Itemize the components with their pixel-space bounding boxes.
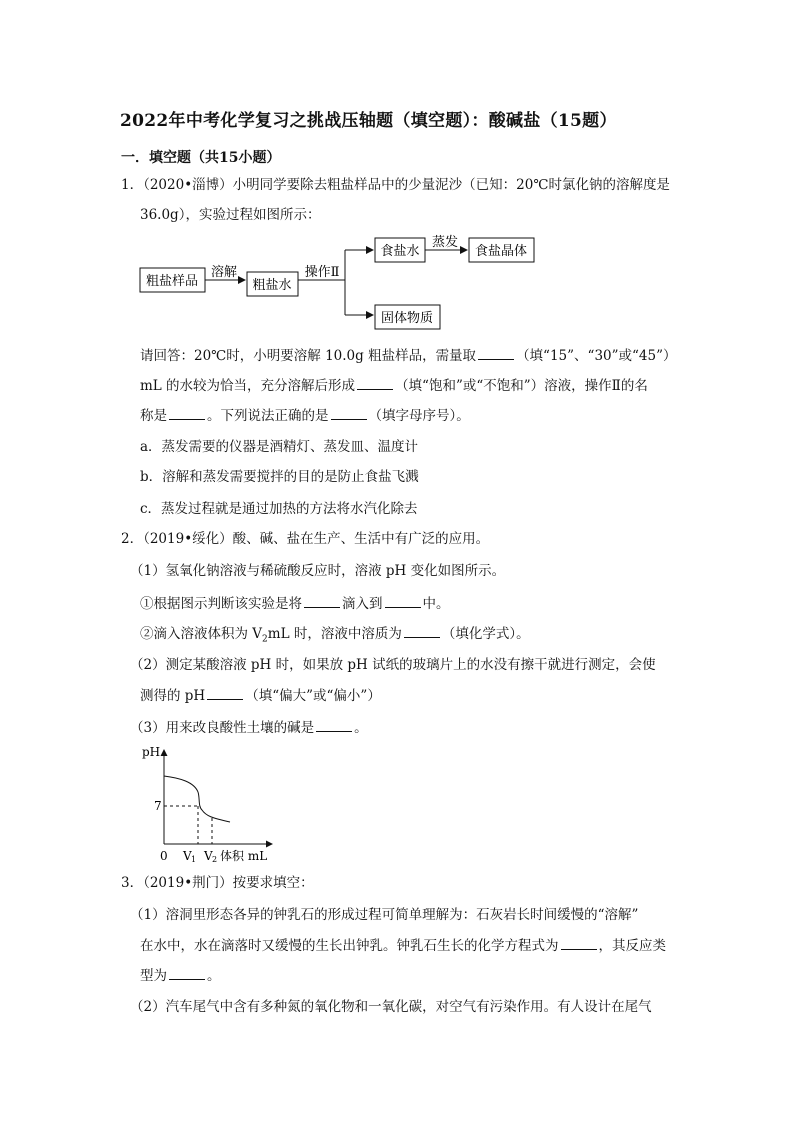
text: ，其反应类	[598, 938, 666, 954]
flow-label-crystal: 食盐晶体	[474, 244, 528, 259]
graph-label-7: 7	[154, 799, 162, 813]
text: （填“饱和”或“不饱和”）溶液，操作Ⅱ的名	[395, 378, 648, 394]
answer-blank[interactable]	[331, 406, 367, 420]
graph-x-label: 体积 mL	[220, 849, 268, 863]
q3-line1: 3．（2019•荆门）按要求填空：	[121, 875, 314, 891]
q2-sub1-c2	[140, 624, 530, 649]
q3-sub2-line1: （2）汽车尾气中含有多种氮的氧化物和一氧化碳，对空气有污染作用。有人设计在尾气	[130, 999, 652, 1015]
q1-prompt-line1	[140, 346, 677, 365]
text: 在水中，水在滴落时又缓慢的生长出钟乳。钟乳石生长的化学方程式为	[140, 938, 559, 954]
text: 型为	[140, 968, 167, 984]
text: 称是	[140, 408, 167, 424]
q2-sub1: （1）氢氧化钠溶液与稀硫酸反应时，溶液 pH 变化如图所示。	[130, 563, 506, 579]
flow-label-op2: 操作Ⅱ	[304, 265, 340, 280]
flow-label-solid: 固体物质	[380, 311, 434, 326]
q1-prompt-line2	[140, 376, 648, 395]
q1-prompt-line3	[140, 406, 470, 425]
text: mL 时，溶液中溶质为	[267, 626, 402, 642]
q3-sub1-line1: （1）溶洞里形态各异的钟乳石的形成过程可简单理解为：石灰岩长时间缓慢的“溶解”	[130, 907, 639, 923]
text: 。	[207, 968, 221, 984]
graph-label-origin: 0	[160, 849, 168, 863]
text: （填化学式）。	[441, 626, 530, 642]
text: 测得的 pH	[140, 688, 206, 704]
answer-blank[interactable]	[385, 594, 421, 608]
answer-blank[interactable]	[169, 966, 205, 980]
graph-label-v2-sub: 2	[212, 855, 218, 864]
answer-blank[interactable]	[304, 594, 340, 608]
section-heading: 一．填空题（共15小题）	[121, 150, 281, 166]
text: 请回答：20℃时，小明要溶解 10.0g 粗盐样品，需量取	[140, 348, 477, 364]
answer-blank[interactable]	[357, 376, 393, 390]
text: （填“偏大”或“偏小”）	[245, 688, 381, 704]
q2-sub1-c1	[140, 594, 450, 613]
flow-label-sample: 粗盐样品	[145, 274, 199, 289]
q2-sub2-line1: （2）测定某酸溶液 pH 时，如果放 pH 试纸的玻璃片上的水没有擦干就进行测定，会使	[130, 657, 656, 673]
text: mL 的水较为恰当，充分溶解后形成	[140, 378, 356, 394]
q2-sub3	[130, 718, 368, 737]
ph-graph	[140, 740, 280, 865]
graph-y-label: pH	[142, 745, 161, 759]
text: ②滴入溶液体积为 V	[140, 626, 263, 642]
q2-line1: 2．（2019•绥化）酸、碱、盐在生产、生活中有广泛的应用。	[121, 531, 490, 547]
graph-label-v1: V	[183, 849, 192, 863]
q1-flow-diagram	[130, 232, 550, 337]
q1-line1: 1．（2020•淄博）小明同学要除去粗盐样品中的少量泥沙（已知：20℃时氯化钠的溶解度是	[121, 177, 670, 193]
flow-label-crude-water: 粗盐水	[252, 278, 292, 293]
text: （填字母序号）。	[368, 408, 470, 424]
answer-blank[interactable]	[404, 624, 440, 638]
flow-label-brine: 食盐水	[380, 244, 420, 259]
flow-label-evaporate: 蒸发	[431, 235, 459, 250]
page-title: 2022年中考化学复习之挑战压轴题（填空题）：酸碱盐（15题）	[120, 111, 617, 131]
text: 。	[354, 720, 368, 736]
graph-label-v1-sub: 1	[191, 855, 197, 864]
q3-sub1-line2	[140, 936, 666, 955]
text: 中。	[422, 596, 450, 612]
q1-option-b: b．溶解和蒸发需要搅拌的目的是防止食盐飞溅	[140, 469, 419, 485]
graph-ph-curve	[164, 776, 230, 822]
q1-option-a: a．蒸发需要的仪器是酒精灯、蒸发皿、温度计	[140, 439, 419, 455]
q1-line2: 36.0g），实验过程如图所示：	[140, 207, 321, 223]
subscript: 2	[262, 634, 268, 645]
flow-label-dissolve: 溶解	[210, 265, 238, 280]
text: （填“15”、“30”或“45”）	[516, 348, 677, 364]
q3-sub1-line3	[140, 966, 221, 985]
answer-blank[interactable]	[316, 718, 352, 732]
text: ①根据图示判断该实验是将	[140, 596, 302, 612]
q2-sub2-line2	[140, 686, 381, 705]
answer-blank[interactable]	[207, 686, 243, 700]
text: 滴入到	[342, 596, 383, 612]
answer-blank[interactable]	[169, 406, 205, 420]
answer-blank[interactable]	[561, 936, 597, 950]
answer-blank[interactable]	[478, 346, 514, 360]
q1-option-c: c．蒸发过程就是通过加热的方法将水汽化除去	[140, 501, 418, 517]
graph-label-v2: V	[204, 849, 213, 863]
text: （3）用来改良酸性土壤的碱是	[130, 720, 315, 736]
text: 。下列说法正确的是	[207, 408, 329, 424]
